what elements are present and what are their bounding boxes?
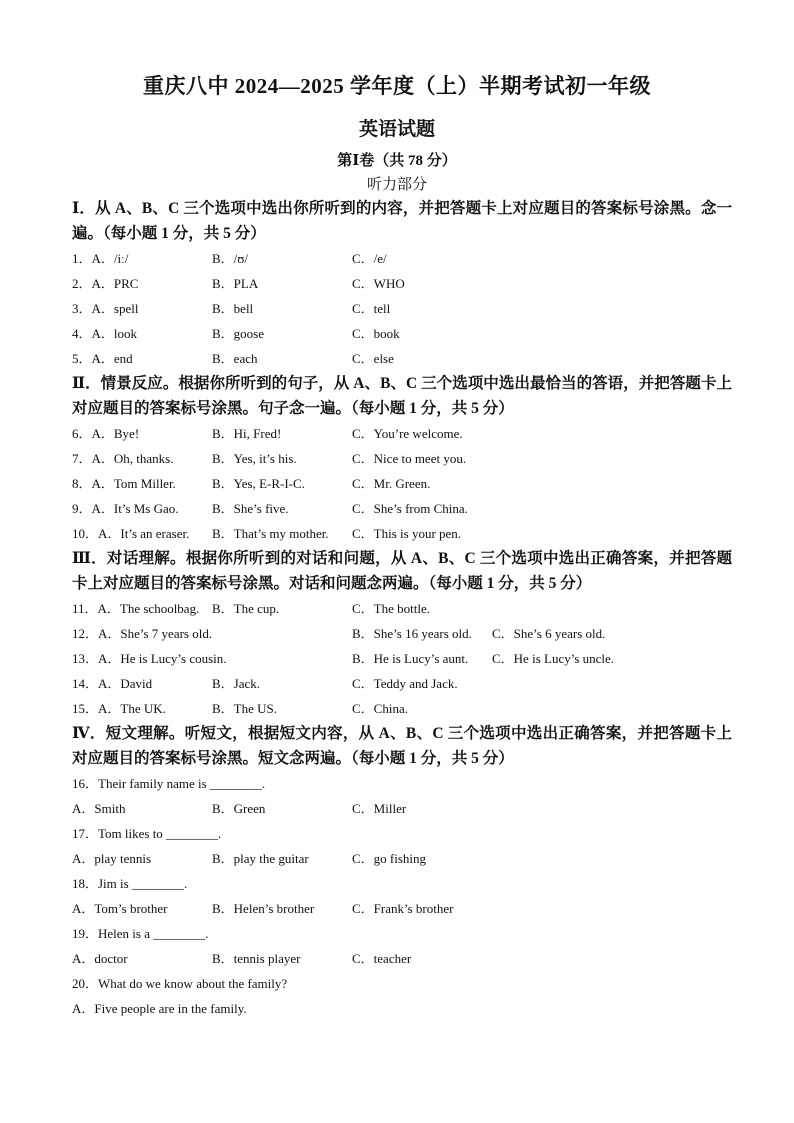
option-a: 4．A．look [72,326,138,341]
option-c: C．Frank’s brother [352,901,454,916]
option-a: 7．A．Oh, thanks. [72,451,174,466]
question-row [72,446,732,471]
question-row [72,421,732,446]
part-heading: 听力部分 [366,177,427,193]
option-a: A．Five people are in the family. [72,1001,247,1016]
option-c: C．She’s 6 years old. [492,626,606,641]
question-text: 18．Jim is ________. [72,876,188,891]
option-b: B．Yes, E-R-I-C. [212,476,305,491]
option-a: 6．A．Bye! [72,426,140,441]
question-row [72,496,732,521]
option-b: B．He is Lucy’s aunt. [352,651,469,666]
question-options [72,996,732,1021]
option-c: C．This is your pen. [352,526,462,541]
option-c: C．go fishing [352,851,427,866]
option-b: B．each [212,351,258,366]
option-a: 13．A．He is Lucy’s cousin. [72,651,227,666]
section1-instruction: Ⅰ．从 A、B、C 三个选项中选出你所听到的内容，并把答题卡上对应题目的答案标号涂黑。念一遍。（每小题 1 分，共 5 分） [72,200,732,242]
option-c: C．teacher [352,951,412,966]
exam-title: 重庆八中 2024—2025 学年度（上）半期考试初一年级 [143,74,651,98]
question-row [72,246,732,271]
option-b: B．PLA [212,276,259,291]
option-b: B．/ʊ/ [212,251,249,266]
option-b: B．Jack. [212,676,261,691]
section2-instruction: Ⅱ．情景反应。根据你所听到的句子，从 A、B、C 三个选项中选出最恰当的答语，并把答题卡上对应题目的答案标号涂黑。句子念一遍。（每小题 1 分，共 5 分） [72,375,732,417]
question-stem [72,771,732,796]
question-row [72,346,732,371]
option-a: A．doctor [72,951,128,966]
question-row [72,321,732,346]
option-c: C．Teddy and Jack. [352,676,458,691]
option-a: 14．A．David [72,676,153,691]
option-c: C．WHO [352,276,405,291]
question-row [72,271,732,296]
option-a: 5．A．end [72,351,133,366]
question-row [72,696,732,721]
option-a: 12．A．She’s 7 years old. [72,626,213,641]
option-a: 10．A．It’s an eraser. [72,526,190,541]
option-c: C．The bottle. [352,601,430,616]
question-text: 19．Helen is a ________. [72,926,209,941]
option-c: C．/e/ [352,251,387,266]
option-b: B．Yes, it’s his. [212,451,297,466]
option-c: C．You’re welcome. [352,426,463,441]
option-b: B．tennis player [212,951,301,966]
option-b: B．Helen’s brother [212,901,315,916]
option-b: B．The cup. [212,601,280,616]
question-options [72,896,732,921]
volume-heading: 第Ⅰ卷（共 78 分） [337,153,457,169]
option-c: C．Nice to meet you. [352,451,467,466]
question-row [72,296,732,321]
section3-instruction: Ⅲ．对话理解。根据你所听到的对话和问题，从 A、B、C 三个选项中选出正确答案，并把答题卡上对应题目的答案标号涂黑。对话和问题念两遍。（每小题 1 分，共 5 分） [72,550,732,592]
option-b: B．bell [212,301,254,316]
option-b: B．That’s my mother. [212,526,329,541]
option-c: C．Mr. Green. [352,476,431,491]
option-a: 2．A．PRC [72,276,139,291]
question-row [72,521,732,546]
question-options [72,796,732,821]
question-row [72,621,732,646]
question-text: 16．Their family name is ________. [72,776,266,791]
option-c: C．She’s from China. [352,501,468,516]
option-b: B．Green [212,801,266,816]
question-stem [72,971,732,996]
option-c: C．China. [352,701,408,716]
option-a: 8．A．Tom Miller. [72,476,176,491]
option-a: A．play tennis [72,851,152,866]
option-b: B．play the guitar [212,851,309,866]
question-stem [72,821,732,846]
question-stem [72,871,732,896]
question-row [72,646,732,671]
option-a: 3．A．spell [72,301,139,316]
question-text: 17．Tom likes to ________. [72,826,222,841]
option-b: B．The US. [212,701,278,716]
question-options [72,946,732,971]
option-a: 15．A．The UK. [72,701,166,716]
question-text: 20．What do we know about the family? [72,976,288,991]
exam-subtitle: 英语试题 [358,119,435,140]
question-options [72,846,732,871]
section4-instruction: Ⅳ．短文理解。听短文，根据短文内容，从 A、B、C 三个选项中选出正确答案，并把答题卡上对应题目的答案标号涂黑。短文念两遍。（每小题 1 分，共 5 分） [72,725,732,767]
option-a: A．Smith [72,801,126,816]
option-c: C．Miller [352,801,407,816]
option-a: A．Tom’s brother [72,901,168,916]
question-row [72,596,732,621]
option-a: 11．A．The schoolbag. [72,601,200,616]
option-c: C．tell [352,301,391,316]
question-row [72,471,732,496]
option-c: C．book [352,326,400,341]
option-b: B．She’s 16 years old. [352,626,472,641]
option-b: B．She’s five. [212,501,289,516]
exam-content [72,196,732,1021]
question-stem [72,921,732,946]
option-c: C．else [352,351,394,366]
option-b: B．goose [212,326,265,341]
question-row [72,671,732,696]
option-a: 1．A．/iː/ [72,251,129,266]
option-a: 9．A．It’s Ms Gao. [72,501,179,516]
option-b: B．Hi, Fred! [212,426,282,441]
option-c: C．He is Lucy’s uncle. [492,651,615,666]
